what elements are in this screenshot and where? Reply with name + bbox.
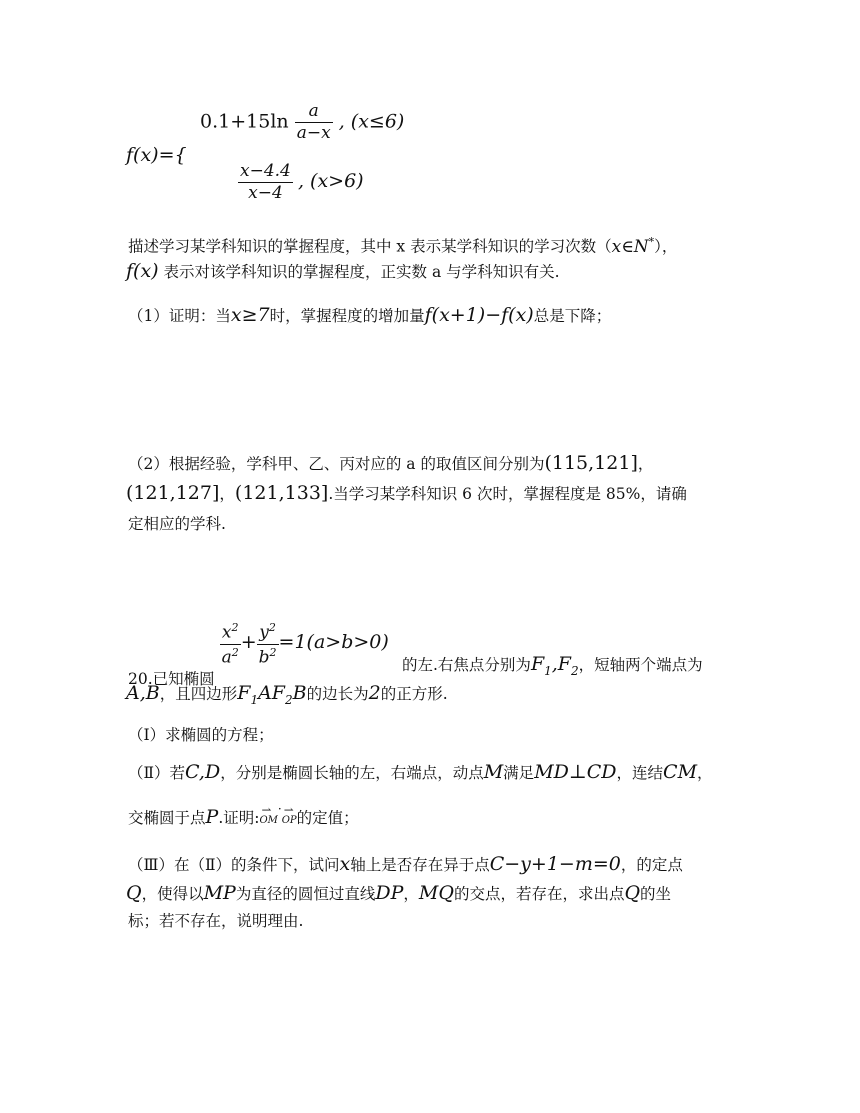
problem-20-line1: 20.已知椭圆 $\frac{x^2}{a^2}$ + $\frac{y^2}{b^2}$ =1(a>b>0) (128, 621, 389, 689)
x-ge-7: x≥7 (230, 304, 270, 326)
case1-denominator: a−x (296, 123, 331, 143)
piecewise-case2 (238, 163, 364, 202)
foci-symbols: $F_1,F_2$ (530, 653, 579, 678)
ellipse-rhs: =1(a>b>0) (278, 631, 389, 654)
point-q-2: Q (624, 882, 641, 904)
question-2-line1: （2）根据经验，学科甲、乙、丙对应的 a 的取值区间分别为(115,121]， (128, 452, 654, 474)
equation: C−y+1−m=0 (489, 853, 621, 875)
piecewise-lhs: f(x)={ (126, 144, 187, 166)
question-1: （1）证明：当x≥7时，掌握程度的增加量f(x+1)−f(x)总是下降； (128, 304, 612, 326)
point-m: M (483, 761, 504, 783)
case1-const: 0.1+15ln (200, 110, 289, 133)
side-length: 2 (368, 682, 381, 704)
part-2-line1: （Ⅱ）若C,D，分别是椭圆长轴的左，右端点，动点M满足MD⊥CD，连结CM， (128, 761, 713, 783)
problem-20-line2: A,B，且四边形$F_1AF_2B$的边长为2的正方形. (126, 682, 448, 707)
case1-condition: , (x≤6) (338, 110, 405, 133)
point-p: P (205, 806, 219, 828)
segment-mp: MP (203, 882, 236, 904)
part-3-line3: 标；若不存在，说明理由. (128, 912, 304, 930)
endpoints-ab: A,B (126, 682, 160, 704)
point-q: Q (126, 882, 142, 904)
part-3-line2: Q，使得以MP为直径的圆恒过直线DP，MQ的交点，若存在，求出点Q的坐 (126, 882, 672, 904)
question-2-line2: (121,127]，(121,133].当学习某学科知识 6 次时，掌握程度是 85%，请确 (126, 482, 687, 504)
piecewise-case1 (200, 103, 404, 142)
perpendicular-condition: MD⊥CD (534, 761, 617, 783)
x-in-n: x∈N* (611, 235, 655, 257)
fx-symbol: f(x) (126, 260, 159, 282)
case1-fraction (295, 103, 333, 142)
ellipse-frac-x: $\frac{x^2}{a^2}$ (221, 621, 239, 668)
line-mq: MQ (418, 882, 454, 904)
line-cm: CM (663, 761, 698, 783)
case2-condition: , (x>6) (297, 170, 364, 192)
description-line1: 描述学习某学科知识的掌握程度，其中 x 表示某学科知识的学习次数（x∈N*）， (128, 235, 678, 257)
case2-numerator: x−4.4 (240, 161, 291, 181)
problem-20-line1b: 的左.右焦点分别为$F_1,F_2$，短轴两个端点为 (402, 653, 703, 678)
interval-jia: (115,121] (544, 452, 638, 474)
question-2-line3: 定相应的学科. (128, 515, 226, 533)
quadrilateral: $F_1AF_2B$ (237, 682, 307, 707)
part-3-line1: （Ⅲ）在（Ⅱ）的条件下，试问x轴上是否存在异于点C−y+1−m=0，的定点 (128, 853, 683, 875)
part-1: （Ⅰ）求椭圆的方程； (128, 726, 274, 744)
vector-op: ⇀ OP (281, 803, 297, 826)
interval-yi: (121,127] (126, 482, 220, 504)
x-axis: x (339, 853, 351, 875)
points-cd: C,D (185, 761, 221, 783)
case1-numerator: a (308, 101, 319, 121)
case2-denominator: x−4 (248, 183, 283, 203)
dot-product: · (277, 802, 282, 816)
ellipse-frac-y: $\frac{y^2}{b^2}$ (258, 621, 277, 668)
interval-bing: (121,133] (234, 482, 329, 504)
case2-fraction (238, 163, 293, 202)
vector-om: ⇀ OM (259, 803, 278, 826)
description-line2: f(x) 表示对该学科知识的掌握程度，正实数 a 与学科知识有关. (126, 260, 560, 282)
increment-expression: f(x+1)−f(x) (424, 304, 534, 326)
part-2-line2: 交椭圆于点P.证明: ⇀ OM· ⇀ OP的定值； (128, 802, 359, 828)
line-dp: DP (375, 882, 404, 904)
